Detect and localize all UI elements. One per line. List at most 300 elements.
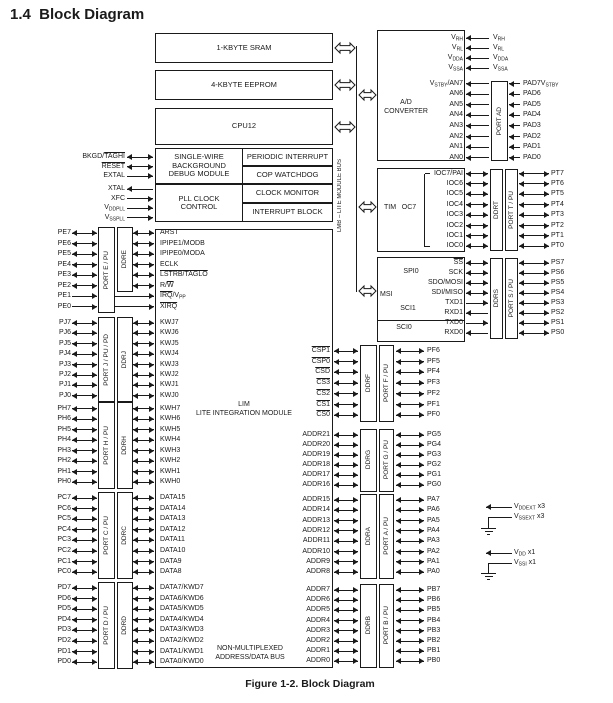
arrowhead: [133, 362, 138, 368]
cpu12-block: CPU12: [155, 108, 333, 145]
arrowhead: [544, 243, 549, 249]
arrowhead: [419, 452, 424, 458]
arrowhead: [483, 233, 488, 239]
arrowhead: [396, 380, 401, 386]
arrowhead: [149, 458, 154, 464]
arrowhead: [519, 290, 524, 296]
arrowhead: [353, 607, 358, 613]
bdm-block: SINGLE-WIRE BACKGROUND DEBUG MODULE: [155, 148, 243, 184]
lite-module-bus-label: [333, 150, 346, 242]
arrowhead: [419, 472, 424, 478]
arrowhead: [72, 585, 77, 591]
arrowhead: [334, 597, 339, 603]
bus-arrow-sram: [334, 41, 356, 55]
arrowhead: [133, 320, 138, 326]
pin-pb2-label: PB2: [427, 637, 441, 644]
arrowhead: [396, 597, 401, 603]
arrowhead: [149, 230, 154, 236]
arrowhead: [72, 617, 77, 623]
arrowhead: [466, 35, 471, 41]
signal-kwj3-label: KWJ3: [160, 360, 179, 368]
tim-ioc0-label: IOC0: [446, 242, 463, 250]
arrowhead: [133, 283, 138, 289]
adc-vdda-label: $V_{DDA}$: [447, 54, 463, 63]
ground-icon: [485, 576, 493, 577]
arrowhead: [544, 171, 549, 177]
arrowhead: [334, 369, 339, 375]
arrowhead: [149, 479, 154, 485]
arrowhead: [148, 196, 153, 202]
arrowhead: [133, 659, 138, 665]
tim-ioc1-label: IOC1: [446, 231, 463, 239]
pin-pe0-label: PE0: [57, 302, 71, 310]
port-a-box: [379, 494, 394, 579]
signal-rw-label: $R/\overline{W}$: [160, 281, 174, 289]
arrowhead: [396, 391, 401, 397]
arrowhead: [92, 537, 97, 543]
arrowhead: [149, 393, 154, 399]
arrowhead: [509, 144, 514, 150]
arrowhead: [544, 280, 549, 286]
arrowhead: [92, 596, 97, 602]
signal-addr8-label: ADDR8: [306, 568, 330, 576]
pin-ps6-label: PS6: [551, 269, 565, 276]
msi-txd0-label: TXD0: [445, 319, 463, 326]
arrowhead: [72, 659, 77, 665]
arrowhead: [396, 658, 401, 664]
arrowhead: [509, 81, 514, 87]
arrowhead: [92, 548, 97, 554]
signal-kwh1-label: KWH1: [160, 467, 181, 475]
arrowhead: [353, 462, 358, 468]
arrowhead: [544, 212, 549, 218]
pin-pad6-label: PAD6: [523, 90, 541, 98]
arrowhead: [419, 607, 424, 613]
arrowhead: [72, 330, 77, 336]
arrowhead: [149, 638, 154, 644]
signal-kwj7-label: KWJ7: [160, 319, 179, 326]
signal-data1kwd1-label: DATA1/KWD1: [160, 647, 204, 655]
arrowhead: [396, 628, 401, 634]
signal-data14-label: DATA14: [160, 504, 186, 512]
arrowhead: [466, 55, 471, 61]
arrowhead: [396, 559, 401, 565]
arrowhead: [419, 369, 424, 375]
ddr-b-box: [360, 584, 377, 668]
arrowhead: [72, 241, 77, 247]
pin-pt7-label: PT7: [551, 169, 564, 177]
arrowhead: [133, 469, 138, 475]
msi-sdimiso-label: SDI/MISO: [431, 289, 463, 296]
pin-pg2-label: PG2: [427, 461, 442, 468]
arrowhead: [519, 223, 524, 229]
ddr-d-box-label: DDRD: [121, 615, 129, 635]
arrowhead: [509, 134, 514, 140]
arrowhead: [396, 538, 401, 544]
arrowhead: [72, 627, 77, 633]
pin-ps4-label: PS4: [551, 289, 565, 296]
pin-pa1-label: PA1: [427, 557, 440, 565]
arrowhead: [519, 212, 524, 218]
arrowhead: [466, 270, 471, 276]
arrowhead: [419, 648, 424, 654]
pin-pf5-label: PF5: [427, 357, 440, 365]
port-t-box: [505, 169, 518, 251]
signal-kwj6-label: KWJ6: [160, 329, 179, 337]
arrowhead: [334, 472, 339, 478]
pin-pj1-label: PJ1: [58, 381, 71, 389]
ddr-t-box: [490, 169, 503, 251]
arrowhead: [466, 144, 471, 150]
arrowhead: [72, 527, 77, 533]
arrowhead: [353, 442, 358, 448]
arrowhead: [544, 202, 549, 208]
pin-bkgdtaghi-label: BKGD/TAGHI: [82, 153, 125, 160]
arrowhead: [133, 585, 138, 591]
arrowhead: [149, 251, 154, 257]
ddr-c-box: [117, 492, 133, 579]
pin-ps3-label: PS3: [551, 299, 565, 306]
ground-stem: [488, 517, 489, 528]
arrowhead: [466, 112, 471, 118]
arrowhead: [396, 518, 401, 524]
arrowhead: [519, 270, 524, 276]
arrowhead: [466, 280, 471, 286]
adc-an1-label: AN1: [449, 143, 463, 151]
arrowhead: [396, 587, 401, 593]
tim-ioc4-label: IOC4: [446, 200, 463, 208]
arrowhead: [92, 320, 97, 326]
arrowhead: [419, 348, 424, 354]
arrowhead: [419, 402, 424, 408]
port-g-box: [379, 429, 394, 492]
adc-an0-label: AN0: [449, 153, 463, 161]
bus-arrow-tim: [358, 200, 377, 214]
pin-pad2-label: PAD2: [523, 132, 541, 140]
arrowhead: [92, 617, 97, 623]
arrowhead: [353, 507, 358, 513]
pin-extal-label: EXTAL: [103, 172, 125, 179]
arrowhead: [92, 638, 97, 644]
arrowhead: [519, 191, 524, 197]
arrowhead: [133, 617, 138, 623]
pin-pf2-label: PF2: [427, 389, 440, 397]
arrowhead: [466, 134, 471, 140]
pin-pf6-label: PF6: [427, 347, 440, 354]
tim-ioc5-label: IOC5: [446, 190, 463, 198]
arrowhead: [353, 402, 358, 408]
arrowhead: [72, 272, 77, 278]
pin-pj3-label: PJ3: [58, 360, 71, 368]
signal-data4kwd4-label: DATA4/KWD4: [160, 615, 204, 623]
arrowhead: [133, 606, 138, 612]
arrowhead: [92, 251, 97, 257]
arrowhead: [509, 112, 514, 118]
arrowhead: [72, 382, 77, 388]
arrowhead: [483, 260, 488, 266]
pin-pt2-label: PT2: [551, 221, 564, 229]
pin-xfc-label: XFC: [111, 194, 125, 202]
arrowhead: [72, 251, 77, 257]
arrowhead: [133, 416, 138, 422]
signal-cs1-label: CS1: [316, 400, 330, 408]
arrowhead: [483, 171, 488, 177]
pin-pc0-label: PC0: [57, 568, 71, 576]
bus-arrow-eeprom: [334, 78, 356, 92]
arrowhead: [466, 102, 471, 108]
pin-ps5-label: PS5: [551, 279, 565, 286]
arrowhead: [396, 432, 401, 438]
arrowhead: [353, 359, 358, 365]
arrowhead: [149, 495, 154, 501]
ddr-j-box: [117, 317, 133, 403]
arrowhead: [92, 506, 97, 512]
arrowhead: [92, 627, 97, 633]
pin-vsspll-label: $V_{SSPLL}$: [104, 213, 125, 222]
msi-sck-label: SCK: [448, 269, 463, 276]
arrowhead: [92, 283, 97, 289]
signal-addr14-label: ADDR14: [302, 506, 330, 514]
pin-pj5-label: PJ5: [58, 339, 71, 347]
arrowhead: [419, 432, 424, 438]
power-vddx1-label: $V_{DD}$ x1: [514, 549, 536, 558]
arrowhead: [466, 45, 471, 51]
arrowhead: [133, 330, 138, 336]
pin-pa3-label: PA3: [427, 537, 440, 545]
arrowhead: [92, 448, 97, 454]
ext-vdda-label: $V_{DDA}$: [493, 54, 509, 63]
arrowhead: [419, 518, 424, 524]
port-h-box-label: PORT H / PU: [102, 425, 110, 465]
pin-pa2-label: PA2: [427, 547, 440, 555]
pin-pd5-label: PD5: [57, 605, 71, 613]
arrowhead: [419, 497, 424, 503]
port-t-box-label: PORT T / PU: [508, 191, 515, 229]
arrowhead: [486, 550, 491, 556]
pin-pd1-label: PD1: [57, 647, 71, 655]
arrowhead: [353, 472, 358, 478]
arrowhead: [419, 618, 424, 624]
arrowhead: [334, 432, 339, 438]
pin-pa5-label: PA5: [427, 516, 440, 524]
arrowhead: [519, 171, 524, 177]
arrowhead: [353, 638, 358, 644]
ground-icon: [487, 534, 490, 535]
arrowhead: [334, 348, 339, 354]
arrowhead: [72, 230, 77, 236]
pin-ph4-label: PH4: [57, 436, 71, 443]
arrowhead: [133, 479, 138, 485]
arrowhead: [419, 359, 424, 365]
arrowhead: [509, 91, 514, 97]
pin-pj2-label: PJ2: [58, 371, 71, 378]
bus-label-text: LMB – LITE MODULE BUS: [336, 159, 343, 233]
signal-csp1-label: CSP1: [311, 347, 330, 354]
arrowhead: [544, 191, 549, 197]
arrowhead: [334, 462, 339, 468]
pin-ph0-label: PH0: [57, 478, 71, 485]
msi-rxd1-label: RXD1: [444, 309, 463, 316]
arrowhead: [92, 495, 97, 501]
signal-addr2-label: ADDR2: [306, 637, 330, 644]
arrowhead: [334, 618, 339, 624]
pin-ph6-label: PH6: [57, 415, 71, 422]
adc-an3-label: AN3: [449, 121, 463, 129]
port-j-box-label: PORT J / PU / PD: [102, 333, 110, 386]
pin-pc2-label: PC2: [57, 547, 71, 554]
arrowhead: [353, 569, 358, 575]
pin-pe3-label: PE3: [57, 271, 71, 278]
arrowhead: [353, 432, 358, 438]
arrowhead: [72, 559, 77, 565]
pin-pb4-label: PB4: [427, 616, 441, 624]
pin-pe2-label: PE2: [57, 281, 71, 289]
arrowhead: [92, 585, 97, 591]
arrowhead: [149, 516, 154, 522]
arrowhead: [396, 638, 401, 644]
arrowhead: [149, 537, 154, 543]
pin-pc5-label: PC5: [57, 515, 71, 523]
pin-pb0-label: PB0: [427, 657, 441, 665]
arrowhead: [353, 497, 358, 503]
arrowhead: [334, 549, 339, 555]
arrowhead: [353, 452, 358, 458]
pin-pa4-label: PA4: [427, 526, 440, 534]
adc-an6-label: AN6: [449, 90, 463, 98]
arrowhead: [396, 348, 401, 354]
arrowhead: [92, 230, 97, 236]
arrowhead: [396, 497, 401, 503]
pin-pad4-label: PAD4: [523, 111, 541, 119]
ddr-h-box-label: DDRH: [121, 435, 129, 455]
signal-data7kwd7-label: DATA7/KWD7: [160, 584, 204, 591]
pin-pd3-label: PD3: [57, 626, 71, 634]
arrowhead: [72, 596, 77, 602]
arrowhead: [466, 330, 471, 336]
interrupt-block: INTERRUPT BLOCK: [242, 203, 333, 222]
arrowhead: [72, 341, 77, 347]
arrowhead: [133, 351, 138, 357]
pin-pb7-label: PB7: [427, 586, 441, 593]
pin-pg1-label: PG1: [427, 471, 442, 478]
signal-kwj2-label: KWJ2: [160, 371, 179, 378]
signal-data15-label: DATA15: [160, 494, 186, 501]
signal-data12-label: DATA12: [160, 525, 186, 533]
periodic-interrupt-block: PERIODIC INTERRUPT: [242, 148, 333, 166]
pin-pb3-label: PB3: [427, 626, 441, 634]
pin-pg3-label: PG3: [427, 451, 442, 458]
arrowhead: [149, 506, 154, 512]
arrowhead: [483, 300, 488, 306]
signal-addr9-label: ADDR9: [306, 557, 330, 565]
eeprom-block: 4-KBYTE EEPROM: [155, 70, 333, 100]
signal-data0kwd0-label: DATA0/KWD0: [160, 658, 204, 666]
pin-pa7-label: PA7: [427, 496, 440, 503]
lim-title: LIM LITE INTEGRATION MODULE: [196, 401, 292, 417]
pin-pd0-label: PD0: [57, 658, 71, 666]
pin-pa0-label: PA0: [427, 568, 440, 576]
arrowhead: [149, 241, 154, 247]
arrowhead: [483, 191, 488, 197]
port-j-box: [98, 317, 116, 403]
pin-pb5-label: PB5: [427, 606, 441, 614]
signal-cs3-label: CS3: [316, 379, 330, 387]
arrowhead: [396, 442, 401, 448]
power-wire: [488, 517, 512, 518]
arrowhead: [544, 223, 549, 229]
arrowhead: [149, 262, 154, 268]
arrowhead: [353, 658, 358, 664]
arrowhead: [353, 538, 358, 544]
arrowhead: [466, 123, 471, 129]
arrowhead: [466, 191, 471, 197]
ddr-f-box-label: DDRF: [365, 374, 372, 393]
ddr-b-box-label: DDRB: [365, 616, 372, 635]
signal-addr19-label: ADDR19: [302, 451, 330, 458]
adc-vssa-label: $V_{SSA}$: [448, 64, 463, 73]
signal-data9-label: DATA9: [160, 557, 182, 565]
ground-icon: [481, 573, 496, 574]
pin-pe5-label: PE5: [57, 250, 71, 257]
signal-addr15-label: ADDR15: [302, 496, 330, 503]
arrowhead: [92, 341, 97, 347]
arrowhead: [334, 648, 339, 654]
arrowhead: [149, 272, 154, 278]
port-a-box-label: PORT A / PU: [383, 517, 390, 555]
sram-block: 1-KBYTE SRAM: [155, 33, 333, 63]
arrowhead: [466, 212, 471, 218]
ext-vrh-label: $V_{RH}$: [493, 34, 505, 43]
arrowhead: [92, 649, 97, 655]
signal-ipipe1modb-label: IPIPE1/MODB: [160, 239, 205, 247]
arrowhead: [149, 330, 154, 336]
arrowhead: [133, 548, 138, 554]
pin-pd2-label: PD2: [57, 637, 71, 644]
arrowhead: [334, 380, 339, 386]
arrowhead: [396, 507, 401, 513]
arrowhead: [483, 202, 488, 208]
pin-pg4-label: PG4: [427, 441, 442, 448]
signal-data11-label: DATA11: [160, 536, 185, 544]
tim-oc7-label: OC7: [401, 204, 417, 211]
signal-kwj4-label: KWJ4: [160, 350, 179, 358]
arrowhead: [133, 393, 138, 399]
arrowhead: [483, 320, 488, 326]
msi-ss-label: $\overline{SS}$: [453, 259, 463, 266]
arrowhead: [353, 348, 358, 354]
arrowhead: [466, 260, 471, 266]
arrowhead: [396, 412, 401, 418]
arrowhead: [334, 607, 339, 613]
tim-ioc2-label: IOC2: [446, 221, 463, 229]
arrowhead: [353, 597, 358, 603]
signal-addr0-label: ADDR0: [306, 657, 330, 665]
signal-kwh0-label: KWH0: [160, 478, 181, 485]
pin-pt4-label: PT4: [551, 200, 564, 208]
pin-pc7-label: PC7: [57, 494, 71, 501]
arrowhead: [334, 402, 339, 408]
port-g-box-label: PORT G / PU: [383, 440, 390, 480]
arrowhead: [149, 283, 154, 289]
arrowhead: [466, 290, 471, 296]
arrowhead: [148, 205, 153, 211]
arrowhead: [353, 482, 358, 488]
arrowhead: [419, 507, 424, 513]
pin-pf0-label: PF0: [427, 411, 440, 419]
tim-label: TIM: [383, 204, 397, 211]
signal-cs2-label: CS2: [316, 389, 330, 397]
arrowhead: [149, 617, 154, 623]
